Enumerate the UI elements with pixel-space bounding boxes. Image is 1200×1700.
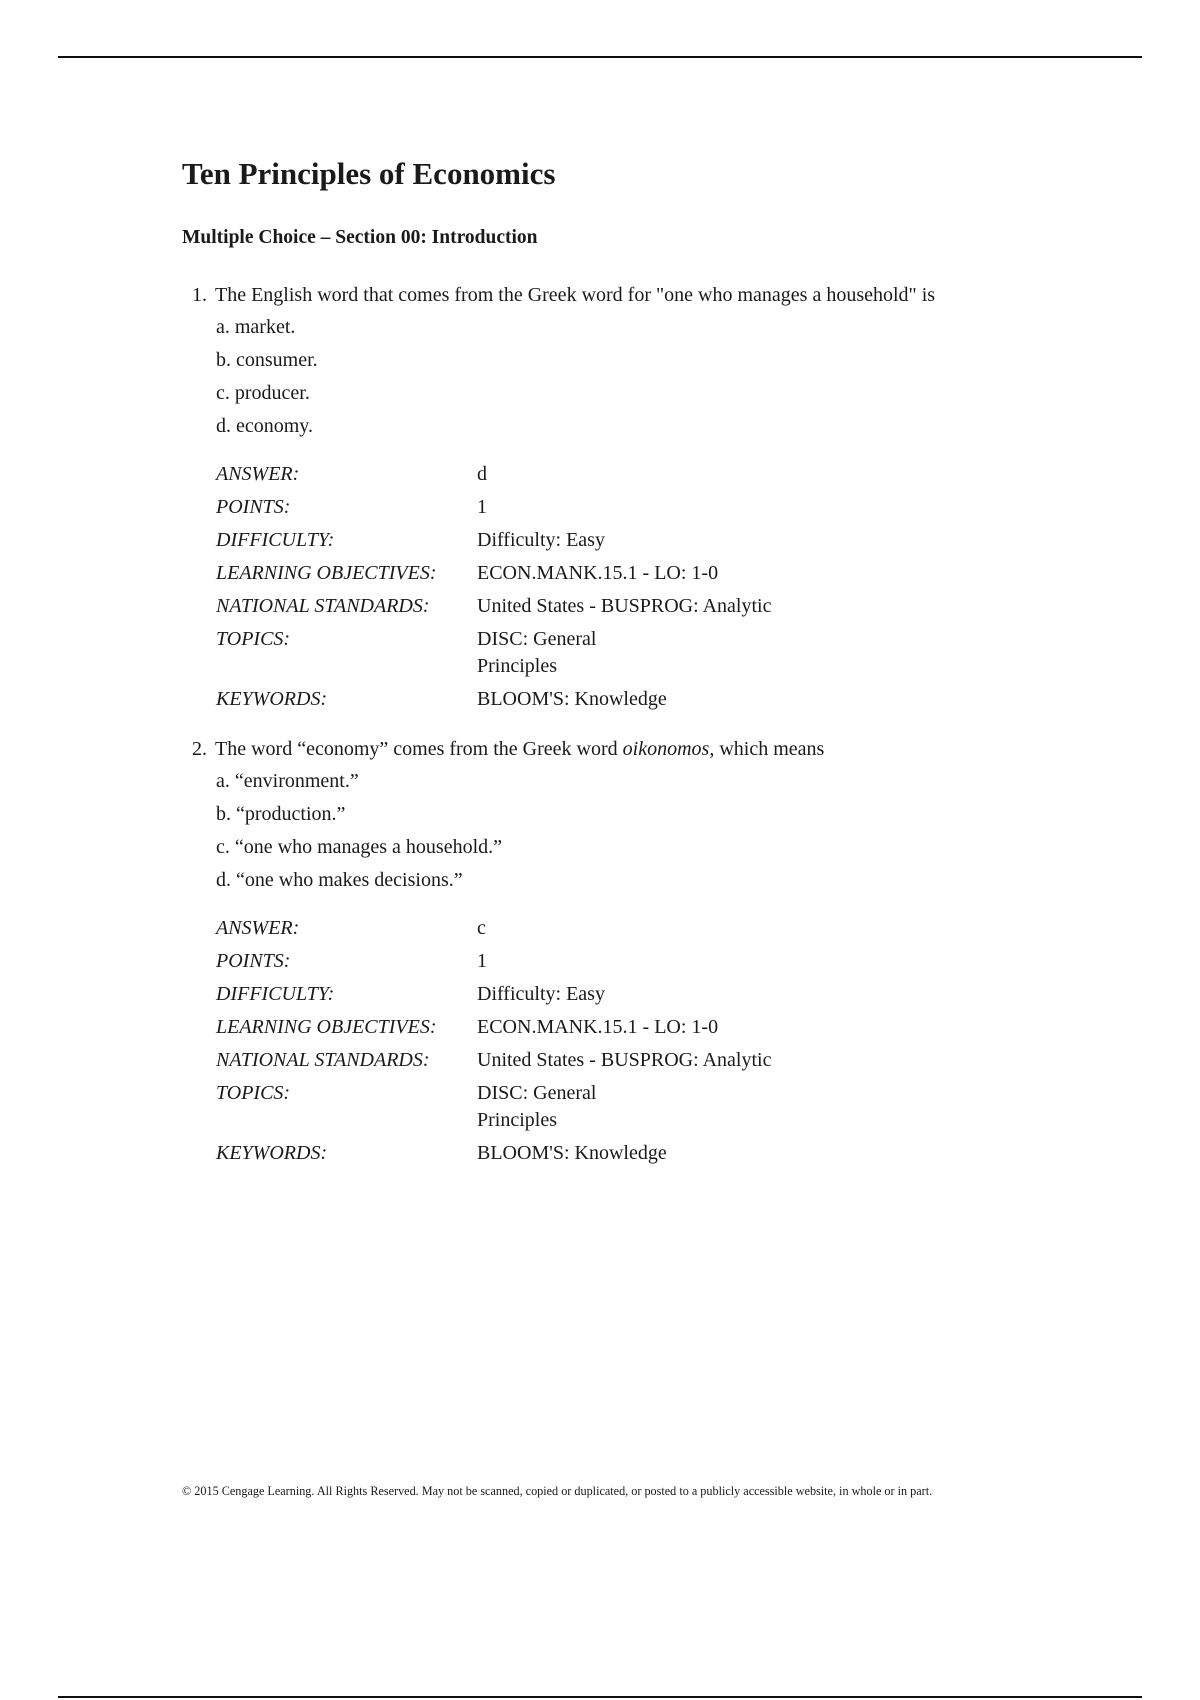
topics-line-2: Principles [477,1109,557,1131]
page-content [182,150,1082,1173]
question-stem [192,281,1082,309]
option-list [216,311,1082,443]
option-d: d. “one who makes decisions.” [216,869,463,891]
question-number: 2. [192,738,207,760]
topics-label: TOPICS: [216,1082,291,1104]
keywords-label: KEYWORDS: [216,1142,328,1164]
answer-label: ANSWER: [216,917,300,939]
option-b: b. “production.” [216,803,346,825]
answer-value: d [477,463,487,485]
difficulty-value: Difficulty: Easy [477,983,605,1005]
meta-row-topics [216,626,877,686]
meta-row-learning-objectives [216,1014,877,1047]
question-text: The English word that comes from the Greek word for "one who manages a household" is [215,284,936,306]
option-d: d. economy. [216,415,314,437]
page-title: Ten Principles of Economics [182,156,556,191]
points-label: POINTS: [216,950,291,972]
topics-line-1: DISC: General [477,1082,597,1104]
option-a: a. “environment.” [216,770,359,792]
points-value: 1 [477,496,487,518]
question-2 [182,735,1082,1173]
learning-objectives-value: ECON.MANK.15.1 - LO: 1-0 [477,1016,719,1038]
topics-label: TOPICS: [216,628,291,650]
answer-value: c [477,917,486,939]
keywords-value: BLOOM'S: Knowledge [477,688,667,710]
bottom-rule [58,1696,1142,1698]
meta-row-national-standards [216,1047,877,1080]
section-heading: Multiple Choice – Section 00: Introduction [182,227,538,248]
meta-row-learning-objectives [216,560,877,593]
meta-row-answer [216,461,877,494]
learning-objectives-value: ECON.MANK.15.1 - LO: 1-0 [477,562,719,584]
difficulty-value: Difficulty: Easy [477,529,605,551]
keywords-value: BLOOM'S: Knowledge [477,1142,667,1164]
topics-line-1: DISC: General [477,628,597,650]
learning-objectives-label: LEARNING OBJECTIVES: [216,562,437,584]
top-rule [58,56,1142,58]
question-text-italic: oikonomos [622,738,710,760]
keywords-label: KEYWORDS: [216,688,328,710]
national-standards-value: United States - BUSPROG: Analytic [477,1049,772,1071]
option-c: c. producer. [216,382,310,404]
national-standards-label: NATIONAL STANDARDS: [216,1049,430,1071]
meta-row-difficulty [216,527,877,560]
meta-row-points [216,948,877,981]
meta-row-difficulty [216,981,877,1014]
meta-row-topics [216,1080,877,1140]
meta-row-national-standards [216,593,877,626]
topics-value [477,1080,877,1140]
question-stem [192,735,1082,763]
question-text-start: The word “economy” comes from the Greek word [215,738,623,760]
difficulty-label: DIFFICULTY: [216,983,335,1005]
question-number: 1. [192,284,207,306]
option-b: b. consumer. [216,349,318,371]
difficulty-label: DIFFICULTY: [216,529,335,551]
topics-line-2: Principles [477,655,557,677]
topics-value [477,626,877,686]
meta-row-points [216,494,877,527]
meta-row-answer [216,915,877,948]
meta-row-keywords [216,686,877,719]
learning-objectives-label: LEARNING OBJECTIVES: [216,1016,437,1038]
copyright-footer: © 2015 Cengage Learning. All Rights Reserved. May not be scanned, copied or duplicated, or posted to a publicly accessible website, in whole or in part. [182,1484,933,1498]
option-a: a. market. [216,316,296,338]
option-list [216,765,1082,897]
meta-row-keywords [216,1140,877,1173]
question-text-end: , which means [709,738,825,760]
national-standards-label: NATIONAL STANDARDS: [216,595,430,617]
option-c: c. “one who manages a household.” [216,836,503,858]
question-metadata [216,461,877,719]
answer-label: ANSWER: [216,463,300,485]
national-standards-value: United States - BUSPROG: Analytic [477,595,772,617]
question-1 [182,281,1082,719]
question-metadata [216,915,877,1173]
points-value: 1 [477,950,487,972]
points-label: POINTS: [216,496,291,518]
